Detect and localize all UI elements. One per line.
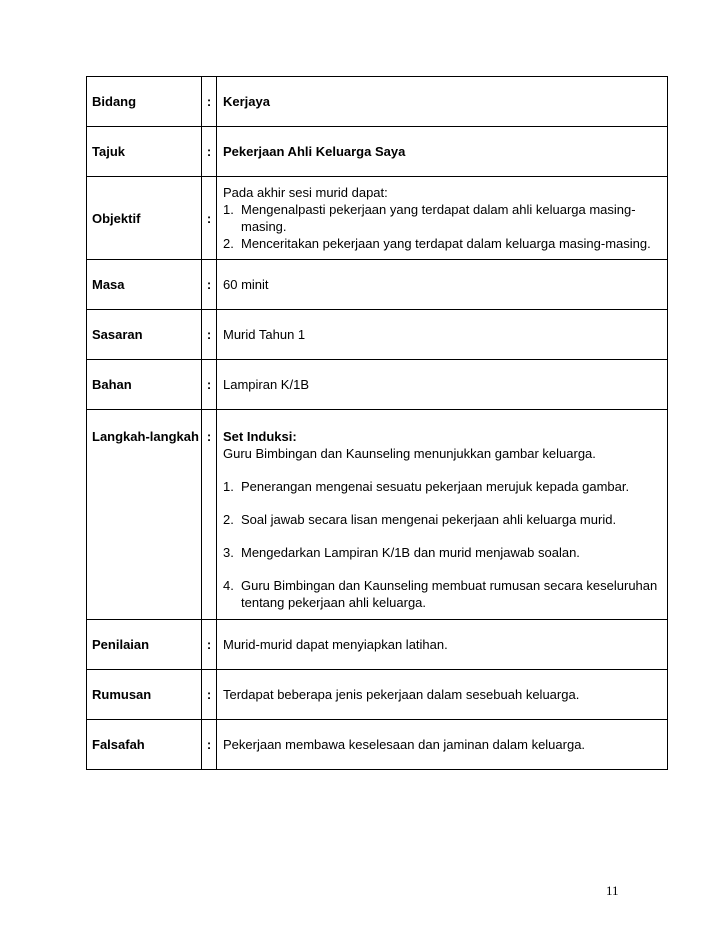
row-colon: : [202,177,217,260]
row-colon: : [202,620,217,670]
row-colon: : [202,260,217,310]
row-label: Bidang [87,77,202,127]
row-label: Falsafah [87,720,202,770]
list-text: Soal jawab secara lisan mengenai pekerjaan ahli keluarga murid. [241,512,617,527]
row-colon: : [202,720,217,770]
row-colon: : [202,77,217,127]
list-item [223,478,663,495]
row-value: 60 minit [217,260,668,310]
list-number: 3. [223,545,234,560]
row-tajuk [87,127,668,177]
page-number: 11 [606,883,619,898]
row-label: Rumusan [87,670,202,720]
list-text: Guru Bimbingan dan Kaunseling membuat rumusan secara keseluruhan tentang pekerjaan ahli keluarga. [241,578,658,610]
row-sasaran [87,310,668,360]
row-label: Tajuk [87,127,202,177]
list-number: 4. [223,578,234,593]
list-number: 2. [223,236,234,251]
list-item [223,511,663,528]
row-colon: : [202,410,217,620]
steps-heading: Set Induksi: [223,429,297,444]
row-value: Terdapat beberapa jenis pekerjaan dalam sesebuah keluarga. [217,670,668,720]
row-bidang [87,77,668,127]
list-item [223,544,663,561]
list-text: Mengenalpasti pekerjaan yang terdapat dalam ahli keluarga masing-masing. [241,202,636,234]
steps-list [223,478,663,611]
list-number: 1. [223,202,234,217]
row-label: Masa [87,260,202,310]
row-label: Penilaian [87,620,202,670]
row-masa [87,260,668,310]
row-bahan [87,360,668,410]
list-number: 2. [223,512,234,527]
list-item [223,201,663,235]
objective-list [223,201,663,252]
row-objektif [87,177,668,260]
lesson-plan-table [86,76,668,770]
list-item [223,577,663,611]
row-label: Sasaran [87,310,202,360]
row-rumusan [87,670,668,720]
row-value: Kerjaya [217,77,668,127]
steps-intro: Guru Bimbingan dan Kaunseling menunjukkan gambar keluarga. [223,446,596,461]
steps-cell [217,410,668,620]
row-label: Langkah-langkah [87,410,202,620]
row-penilaian [87,620,668,670]
row-falsafah [87,720,668,770]
list-number: 1. [223,479,234,494]
row-colon: : [202,127,217,177]
row-langkah [87,410,668,620]
row-colon: : [202,670,217,720]
list-text: Mengedarkan Lampiran K/1B dan murid menjawab soalan. [241,545,580,560]
row-value: Murid-murid dapat menyiapkan latihan. [217,620,668,670]
objective-cell [217,177,668,260]
list-item [223,235,663,252]
row-value: Pekerjaan membawa keselesaan dan jaminan dalam keluarga. [217,720,668,770]
row-colon: : [202,360,217,410]
row-value: Pekerjaan Ahli Keluarga Saya [217,127,668,177]
objective-intro: Pada akhir sesi murid dapat: [223,185,388,200]
row-value: Murid Tahun 1 [217,310,668,360]
row-label: Bahan [87,360,202,410]
row-value: Lampiran K/1B [217,360,668,410]
list-text: Menceritakan pekerjaan yang terdapat dalam keluarga masing-masing. [241,236,651,251]
row-colon: : [202,310,217,360]
row-label: Objektif [87,177,202,260]
list-text: Penerangan mengenai sesuatu pekerjaan merujuk kepada gambar. [241,479,630,494]
